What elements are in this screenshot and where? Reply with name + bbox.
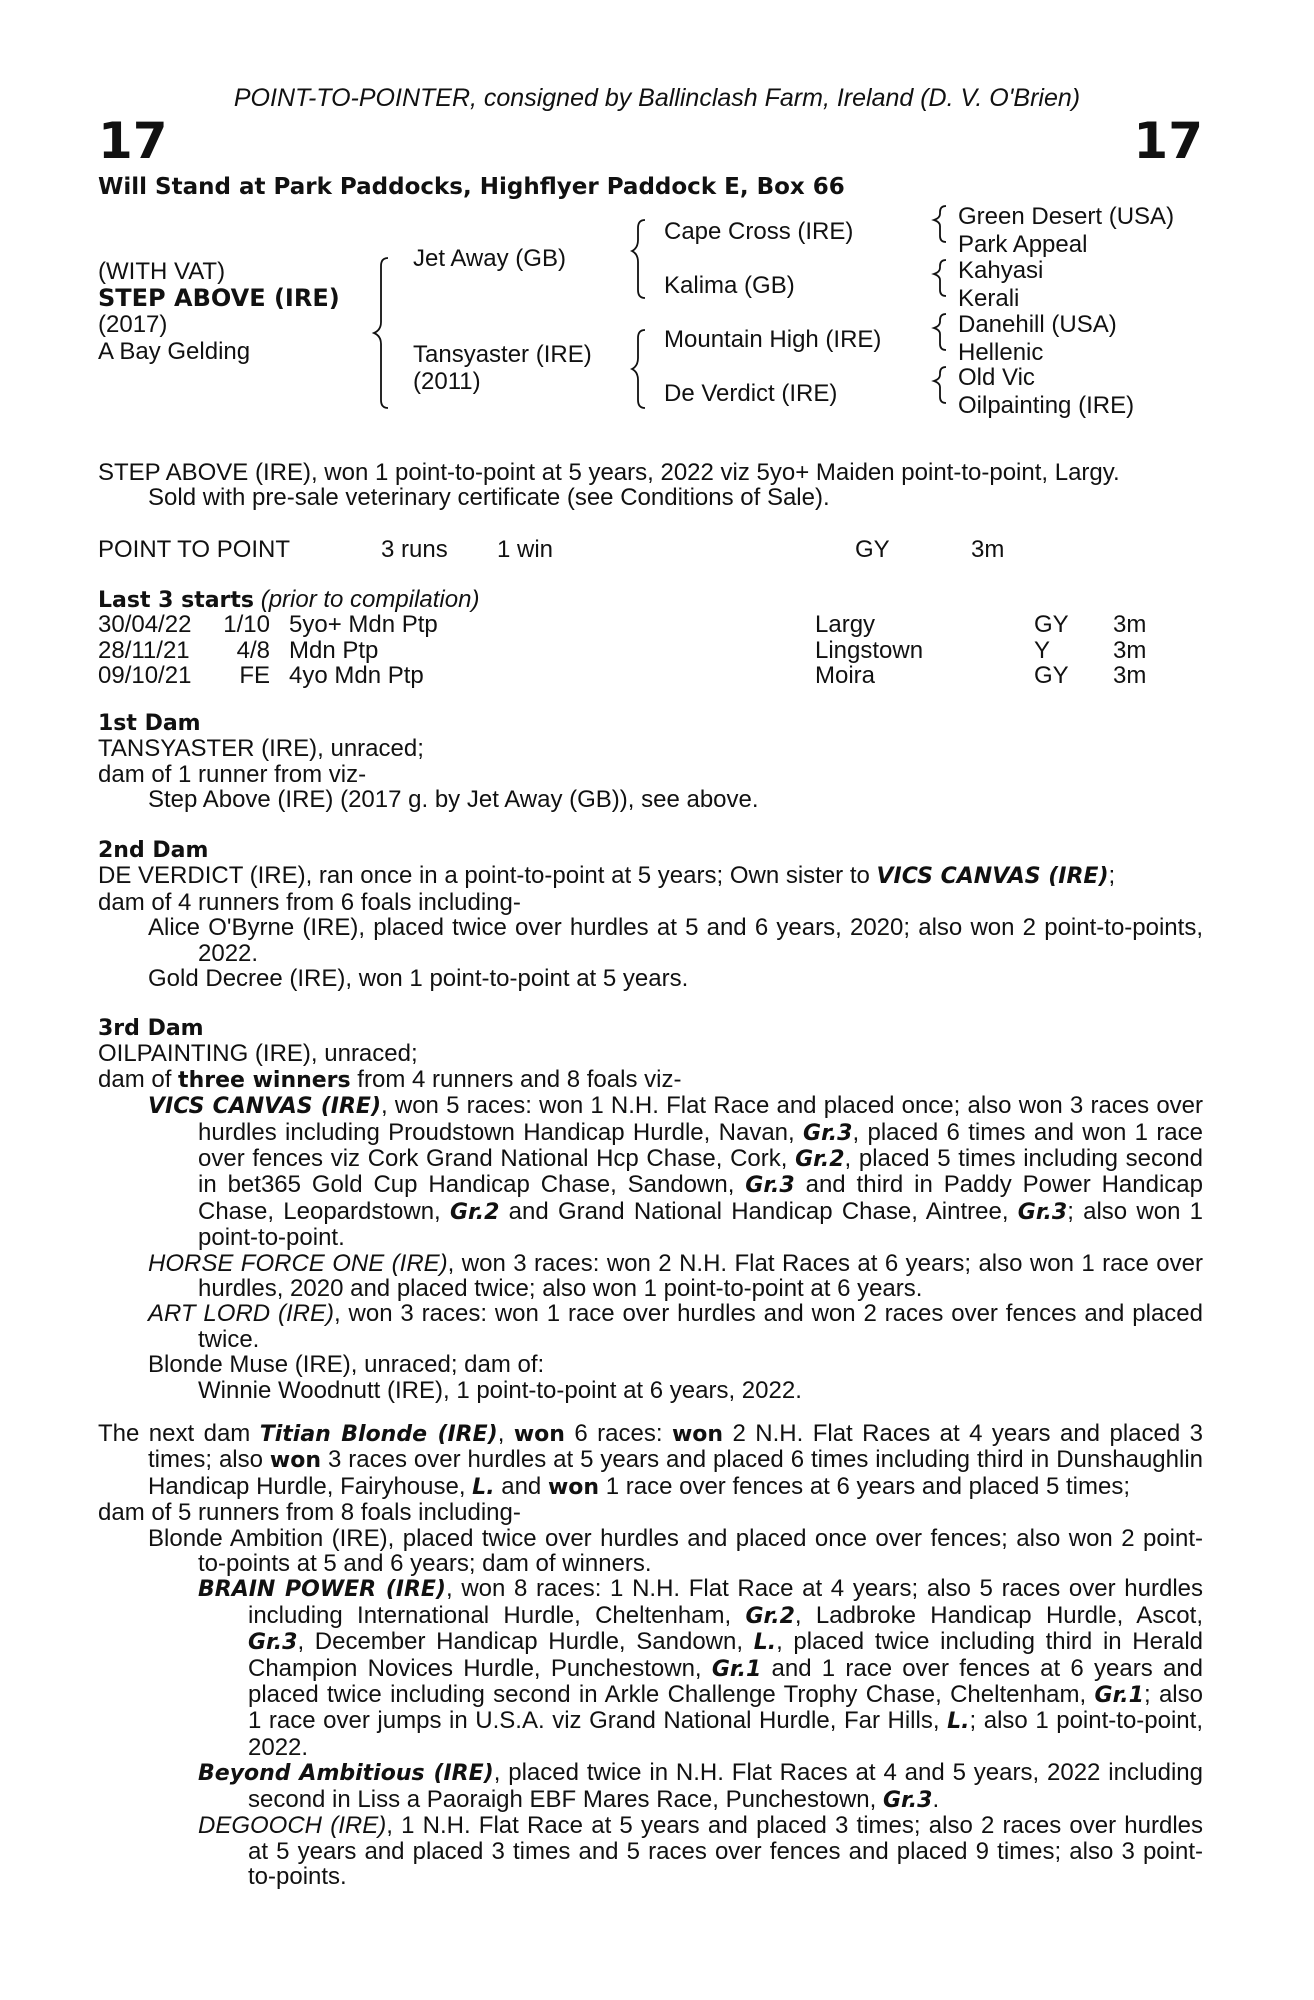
start-race: 4yo Mdn Ptp bbox=[289, 662, 424, 689]
ggp-1: Green Desert (USA) bbox=[958, 203, 1175, 230]
summary-line-1: STEP ABOVE (IRE), won 1 point-to-point at 5 years, 2022 viz 5yo+ Maiden point-to-point, Largy. bbox=[98, 459, 1120, 486]
last-starts-heading: Last 3 starts bbox=[98, 588, 255, 613]
lot-number-left: 17 bbox=[98, 112, 168, 170]
second-dam bbox=[98, 838, 1203, 991]
dam-sire: Mountain High (IRE) bbox=[664, 326, 882, 353]
start-course: Lingstown bbox=[815, 636, 924, 664]
vat-note: (WITH VAT) bbox=[98, 258, 226, 285]
sire-sire: Cape Cross (IRE) bbox=[664, 218, 854, 245]
last-starts-note: (prior to compilation) bbox=[260, 586, 480, 613]
third-dam-line-2: dam of three winners from 4 runners and 8 foals viz- bbox=[98, 1065, 682, 1093]
start-dist: 3m bbox=[1113, 611, 1147, 638]
start-going: Y bbox=[1034, 636, 1051, 664]
horse-force-one-entry: HORSE FORCE ONE (IRE), won 3 races: won 2 N.H. Flat Races at 6 years; also won 1 race over hurdles, 2020 and placed twice; also won 1 point-to-point at 6 years. bbox=[148, 1249, 1203, 1303]
record-runs: 3 runs bbox=[381, 536, 448, 563]
dam: Tansyaster (IRE) bbox=[413, 341, 592, 368]
lot-number-right: 17 bbox=[1133, 112, 1203, 170]
record-wins: 1 win bbox=[497, 536, 554, 563]
second-dam-produce-1: Alice O'Byrne (IRE), placed twice over hurdles at 5 and 6 years, 2020; also won 2 point-to-points, 2022. bbox=[148, 914, 1203, 967]
third-dam-line-1: OILPAINTING (IRE), unraced; bbox=[98, 1040, 418, 1068]
ggp-2: Park Appeal bbox=[958, 231, 1088, 258]
beyond-ambitious-entry: Beyond Ambitious (IRE), placed twice in N.H. Flat Races at 4 and 5 years, 2022 including second in Liss a Paoraigh EBF Mares Race, Punchestown, Gr.3. bbox=[198, 1759, 1203, 1813]
horse-name: STEP ABOVE (IRE) bbox=[98, 284, 340, 312]
start-date: 30/04/22 bbox=[98, 611, 192, 638]
start-pos: 1/10 bbox=[223, 611, 270, 638]
start-going: GY bbox=[1034, 662, 1069, 689]
first-dam-line-3: Step Above (IRE) (2017 g. by Jet Away (GB)), see above. bbox=[148, 786, 759, 814]
ggp-6: Hellenic bbox=[958, 339, 1044, 366]
second-dam-line-2: dam of 4 runners from 6 foals including- bbox=[98, 888, 521, 916]
start-race: Mdn Ptp bbox=[289, 636, 379, 664]
sire: Jet Away (GB) bbox=[413, 245, 566, 272]
vics-canvas-name: VICS CANVAS (IRE) bbox=[876, 864, 1109, 890]
next-dam bbox=[98, 1421, 1203, 1889]
start-date: 09/10/21 bbox=[98, 662, 192, 689]
third-dam-heading: 3rd Dam bbox=[98, 1016, 204, 1041]
winnie-woodnutt-entry: Winnie Woodnutt (IRE), 1 point-to-point at 6 years, 2022. bbox=[198, 1376, 802, 1404]
ggp-7: Old Vic bbox=[958, 364, 1035, 391]
second-dam-line-1: DE VERDICT (IRE), ran once in a point-to-point at 5 years; Own sister to VICS CANVAS (IRE); bbox=[98, 862, 1116, 890]
third-dam bbox=[98, 1016, 1203, 1403]
last-starts-heading-line bbox=[98, 586, 479, 614]
start-date: 28/11/21 bbox=[98, 636, 190, 664]
record-going: GY bbox=[855, 536, 890, 563]
start-course: Largy bbox=[815, 611, 876, 638]
second-dam-produce-2: Gold Decree (IRE), won 1 point-to-point at 5 years. bbox=[148, 965, 689, 993]
blonde-ambition-entry: Blonde Ambition (IRE), placed twice over hurdles and placed once over fences; also won 2 point-to-points at 5 and 6 years; dam of winners. bbox=[148, 1524, 1203, 1578]
summary-line-2: Sold with pre-sale veterinary certificate (see Conditions of Sale). bbox=[148, 484, 830, 512]
first-dam-heading: 1st Dam bbox=[98, 711, 201, 736]
start-pos: FE bbox=[239, 662, 270, 689]
horse-description: A Bay Gelding bbox=[98, 338, 251, 365]
vics-canvas-entry: VICS CANVAS (IRE), won 5 races: won 1 N.H. Flat Race and placed once; also won 3 races over hurdles including Proudstown Handicap Hurdle, Navan, Gr.3, placed 6 times and won 1 race over fences viz Cork Grand National Hcp Chase, Cork, Gr.2, placed 5 times including second in bet365 Gold Cup Handicap Chase, Sandown, Gr.3 and third in Paddy Power Handicap Chase, Leopardstown, Gr.2 and Grand National Handicap Chase, Aintree, Gr.3; also won 1 point-to-point. bbox=[148, 1092, 1204, 1252]
ggp-8: Oilpainting (IRE) bbox=[958, 392, 1135, 419]
ggp-4: Kerali bbox=[958, 285, 1020, 312]
dam-year: (2011) bbox=[413, 368, 481, 395]
consignment-header: POINT-TO-POINTER, consigned by Ballinclash Farm, Ireland (D. V. O'Brien) bbox=[233, 84, 1081, 112]
next-dam-produce-line: dam of 5 runners from 8 foals including- bbox=[98, 1499, 521, 1527]
start-course: Moira bbox=[815, 662, 876, 689]
ggp-3: Kahyasi bbox=[958, 257, 1044, 284]
first-dam-line-1: TANSYASTER (IRE), unraced; bbox=[98, 735, 424, 763]
start-going: GY bbox=[1034, 611, 1069, 638]
brain-power-entry: BRAIN POWER (IRE), won 8 races: 1 N.H. Flat Race at 4 years; also 5 races over hurdles including International Hurdle, Cheltenham, Gr.2, Ladbroke Handicap Hurdle, Ascot, Gr.3, December Handicap Hurdle, Sandown, L., placed twice including third in Herald Champion Novices Hurdle, Punchestown, Gr.1 and 1 race over fences at 6 years and placed twice including second in Arkle Challenge Trophy Chase, Cheltenham, Gr.1; also 1 race over jumps in U.S.A. viz Grand National Hurdle, Far Hills, L.; also 1 point-to-point, 2022. bbox=[198, 1575, 1203, 1761]
second-dam-heading: 2nd Dam bbox=[98, 838, 209, 863]
start-dist: 3m bbox=[1113, 662, 1147, 689]
first-dam-line-2: dam of 1 runner from viz- bbox=[98, 760, 367, 788]
blonde-muse-entry: Blonde Muse (IRE), unraced; dam of: bbox=[148, 1351, 545, 1379]
record-distance: 3m bbox=[971, 536, 1005, 563]
summary bbox=[98, 460, 1203, 511]
degooch-entry: DEGOOCH (IRE), 1 N.H. Flat Race at 5 years and placed 3 times; also 2 races over hurdles at 5 years and placed 3 times and 5 races over fences and placed 9 times; also 3 point-to-points. bbox=[198, 1812, 1204, 1890]
sire-dam: Kalima (GB) bbox=[664, 272, 795, 299]
dam-dam: De Verdict (IRE) bbox=[664, 380, 838, 407]
start-pos: 4/8 bbox=[236, 636, 270, 664]
start-dist: 3m bbox=[1113, 636, 1147, 664]
start-race: 5yo+ Mdn Ptp bbox=[289, 611, 438, 638]
stand-location: Will Stand at Park Paddocks, Highflyer Paddock E, Box 66 bbox=[98, 174, 845, 200]
ggp-5: Danehill (USA) bbox=[958, 311, 1117, 338]
record-label: POINT TO POINT bbox=[98, 536, 291, 563]
first-dam bbox=[98, 711, 1203, 813]
next-dam-intro: The next dam Titian Blonde (IRE), won 6 races: won 2 N.H. Flat Races at 4 years and placed 3 times; also won 3 races over hurdles at 5 years and placed 6 times including third in Dunshaughlin Handicap Hurdle, Fairyhouse, L. and won 1 race over fences at 6 years and placed 5 times; bbox=[98, 1420, 1203, 1500]
art-lord-entry: ART LORD (IRE), won 3 races: won 1 race over hurdles and won 2 races over fences and placed twice. bbox=[148, 1300, 1203, 1353]
horse-year: (2017) bbox=[98, 311, 168, 338]
